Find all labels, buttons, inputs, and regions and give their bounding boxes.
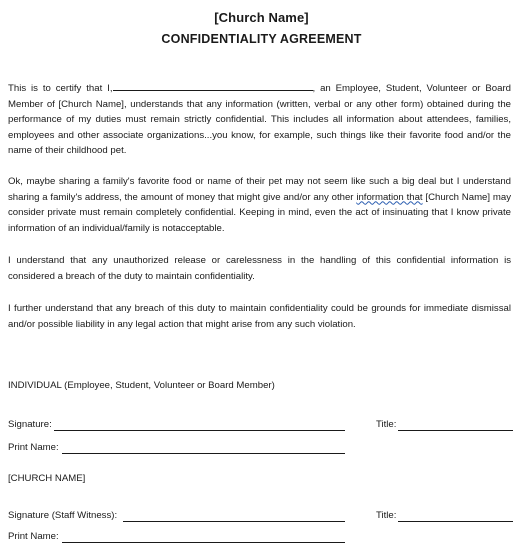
- church-print-name-line[interactable]: [62, 542, 345, 543]
- church-name-heading: [Church Name]: [214, 10, 309, 25]
- church-signature-label: Signature (Staff Witness):: [8, 510, 118, 521]
- private-info-paragraph: [8, 174, 511, 236]
- consequences-paragraph: I further understand that any breach of this duty to maintain confidentiality could be grounds for immediate dismissal and/or possible liability in any legal action that might arise from any such violation.: [8, 303, 511, 330]
- certification-paragraph: [8, 80, 511, 159]
- church-title-line[interactable]: [398, 521, 513, 522]
- private-info-text-start: Ok, maybe sharing a family's favorite food or name of their pet may not seem like such a big deal but I understand sharing a family's address, the amount of money that might give and/or any other: [8, 176, 511, 203]
- church-title-label: Title:: [376, 510, 397, 521]
- certify-rest-text: , an Employee, Student, Volunteer or Board Member of [Church Name], understands that any information (written, verbal or any other form) obtained during the performance of my duties must remain strictly confidential. This includes all information about attendees, families, employees and other associate organizations...you know, for example, such things like their favorite food and/or the name of their childhood pet.: [8, 83, 511, 157]
- church-section-heading: [CHURCH NAME]: [8, 473, 86, 484]
- individual-section-heading: INDIVIDUAL (Employee, Student, Volunteer or Board Member): [8, 380, 275, 391]
- individual-title-line[interactable]: [398, 430, 513, 431]
- certify-intro-text: This is to certify that I,: [8, 83, 113, 94]
- breach-paragraph: I understand that any unauthorized release or carelessness in the handling of this confidential information is considered a breach of the duty to maintain confidentiality.: [8, 255, 511, 282]
- spellcheck-flagged-text: information that: [356, 191, 423, 203]
- name-blank-line[interactable]: [113, 80, 313, 91]
- church-signature-line[interactable]: [123, 521, 345, 522]
- individual-print-name-line[interactable]: [62, 453, 345, 454]
- individual-signature-label: Signature:: [8, 419, 52, 430]
- individual-title-label: Title:: [376, 419, 397, 430]
- individual-print-name-label: Print Name:: [8, 442, 59, 453]
- church-print-name-label: Print Name:: [8, 531, 59, 542]
- page-title: CONFIDENTIALITY AGREEMENT: [161, 32, 362, 46]
- individual-signature-line[interactable]: [54, 430, 345, 431]
- private-info-text-end: [Church Name] may consider private must remain completely confidential. Keeping in mind, even the act of insinuating that I know private information of an individual/family is notacceptable.: [8, 191, 511, 234]
